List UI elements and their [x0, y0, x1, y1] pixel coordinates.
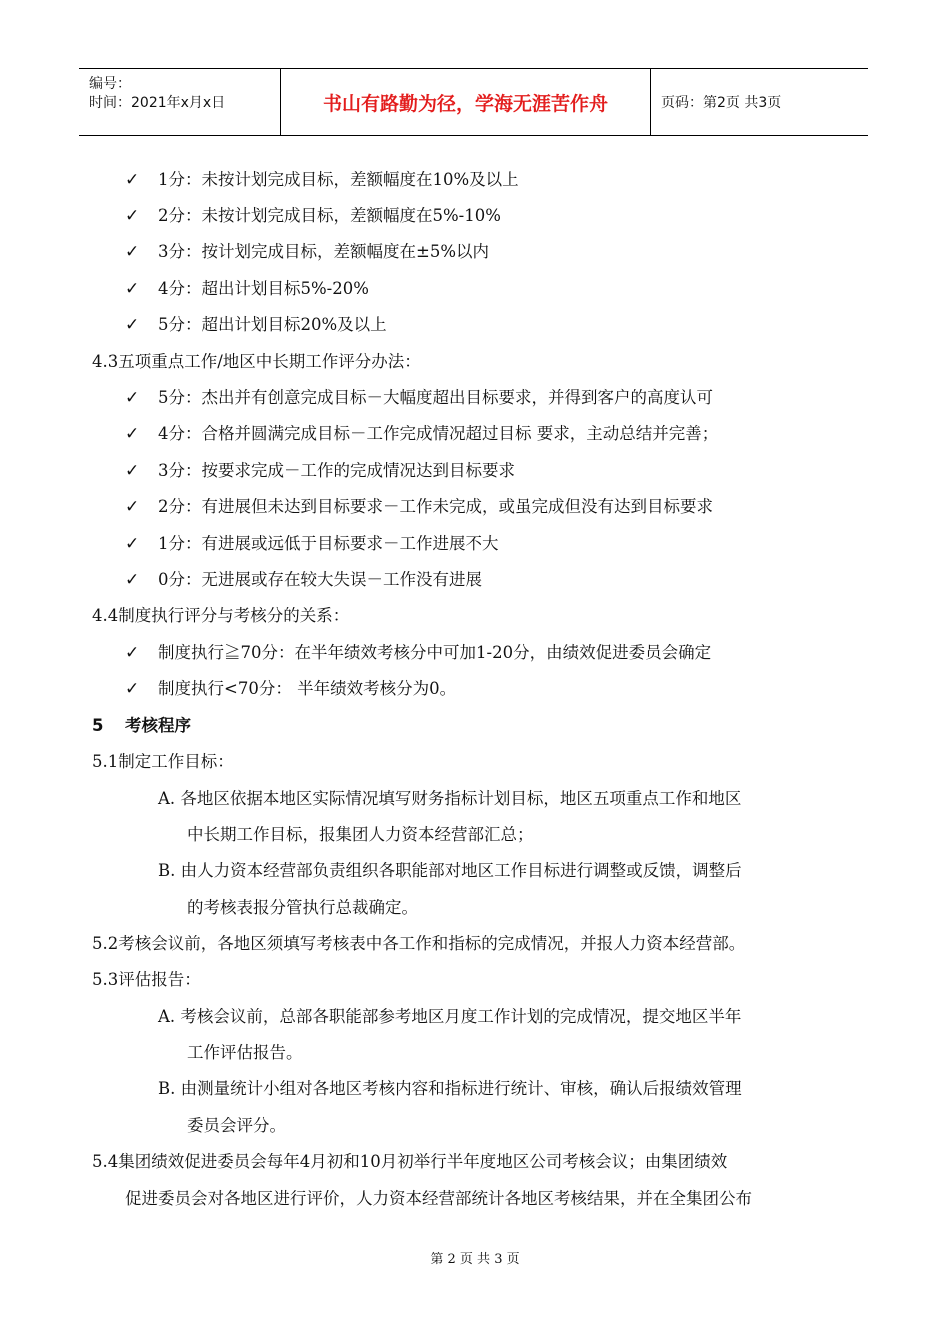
checkmark-icon: ✓ [125, 461, 140, 481]
list-item: 2分：有进展但未达到目标要求－工作未完成，或虽完成但没有达到目标要求 [158, 497, 713, 516]
list-item: 制度执行<70分： 半年绩效考核分为0。 [158, 679, 457, 698]
header-meta-cell [79, 69, 281, 135]
date-label: 时间：2021年x月x日 [89, 95, 226, 111]
list-item: 1分：有进展或远低于目标要求－工作进展不大 [158, 534, 499, 553]
paragraph-line: A. 各地区依据本地区实际情况填写财务指标计划目标，地区五项重点工作和地区 [158, 789, 742, 808]
list-item: 5分：杰出并有创意完成目标－大幅度超出目标要求，并得到客户的高度认可 [158, 388, 713, 407]
checkmark-icon: ✓ [125, 497, 140, 517]
paragraph-line: 工作评估报告。 [187, 1043, 303, 1062]
section-5-2: 5.2考核会议前，各地区须填写考核表中各工作和指标的完成情况，并报人力资本经营部。 [92, 934, 746, 953]
list-item: 5分：超出计划目标20%及以上 [158, 315, 387, 334]
section-5-4-line-2: 促进委员会对各地区进行评价，人力资本经营部统计各地区考核结果，并在全集团公布 [125, 1189, 752, 1208]
page-header [79, 68, 868, 136]
list-item: 3分：按计划完成目标，差额幅度在±5%以内 [158, 242, 489, 261]
list-item: 2分：未按计划完成目标，差额幅度在5%-10% [158, 206, 501, 225]
checkmark-icon: ✓ [125, 242, 140, 262]
section-4-3-title: 4.3五项重点工作/地区中长期工作评分办法： [92, 352, 421, 371]
paragraph-line: B. 由测量统计小组对各地区考核内容和指标进行统计、审核，确认后报绩效管理 [158, 1079, 742, 1098]
checkmark-icon: ✓ [125, 315, 140, 335]
list-item: 0分：无进展或存在较大失误－工作没有进展 [158, 570, 482, 589]
checkmark-icon: ✓ [125, 206, 140, 226]
list-item: 3分：按要求完成－工作的完成情况达到目标要求 [158, 461, 515, 480]
section-5-3-title: 5.3评估报告： [92, 970, 201, 989]
checkmark-icon: ✓ [125, 170, 140, 190]
paragraph-line: B. 由人力资本经营部负责组织各职能部对地区工作目标进行调整或反馈，调整后 [158, 861, 742, 880]
section-5-number: 5 [92, 716, 104, 735]
header-page-info: 页码：第2页 共3页 [661, 95, 782, 111]
list-item: 4分：超出计划目标5%-20% [158, 279, 369, 298]
section-5-4-line-1: 5.4集团绩效促进委员会每年4月初和10月初举行半年度地区公司考核会议；由集团绩效 [92, 1152, 728, 1171]
list-item: 1分：未按计划完成目标，差额幅度在10%及以上 [158, 170, 519, 189]
checkmark-icon: ✓ [125, 388, 140, 408]
paragraph-line: A. 考核会议前，总部各职能部参考地区月度工作计划的完成情况，提交地区半年 [158, 1007, 742, 1026]
checkmark-icon: ✓ [125, 424, 140, 444]
checkmark-icon: ✓ [125, 279, 140, 299]
paragraph-line: 的考核表报分管执行总裁确定。 [187, 898, 418, 917]
list-item: 制度执行≧70分：在半年绩效考核分中可加1-20分，由绩效促进委员会确定 [158, 643, 712, 662]
paragraph-line: 委员会评分。 [187, 1116, 286, 1135]
section-5-1-title: 5.1制定工作目标： [92, 752, 234, 771]
checkmark-icon: ✓ [125, 570, 140, 590]
header-motto: 书山有路勤为径，学海无涯苦作舟 [281, 69, 651, 135]
number-label: 编号： [89, 76, 131, 92]
page-footer: 第 2 页 共 3 页 [430, 1252, 520, 1267]
checkmark-icon: ✓ [125, 643, 140, 663]
checkmark-icon: ✓ [125, 534, 140, 554]
paragraph-line: 中长期工作目标，报集团人力资本经营部汇总； [187, 825, 534, 844]
checkmark-icon: ✓ [125, 679, 140, 699]
section-4-4-title: 4.4制度执行评分与考核分的关系： [92, 606, 350, 625]
section-5-title: 考核程序 [125, 716, 191, 735]
list-item: 4分：合格并圆满完成目标－工作完成情况超过目标 要求，主动总结并完善； [158, 424, 719, 443]
